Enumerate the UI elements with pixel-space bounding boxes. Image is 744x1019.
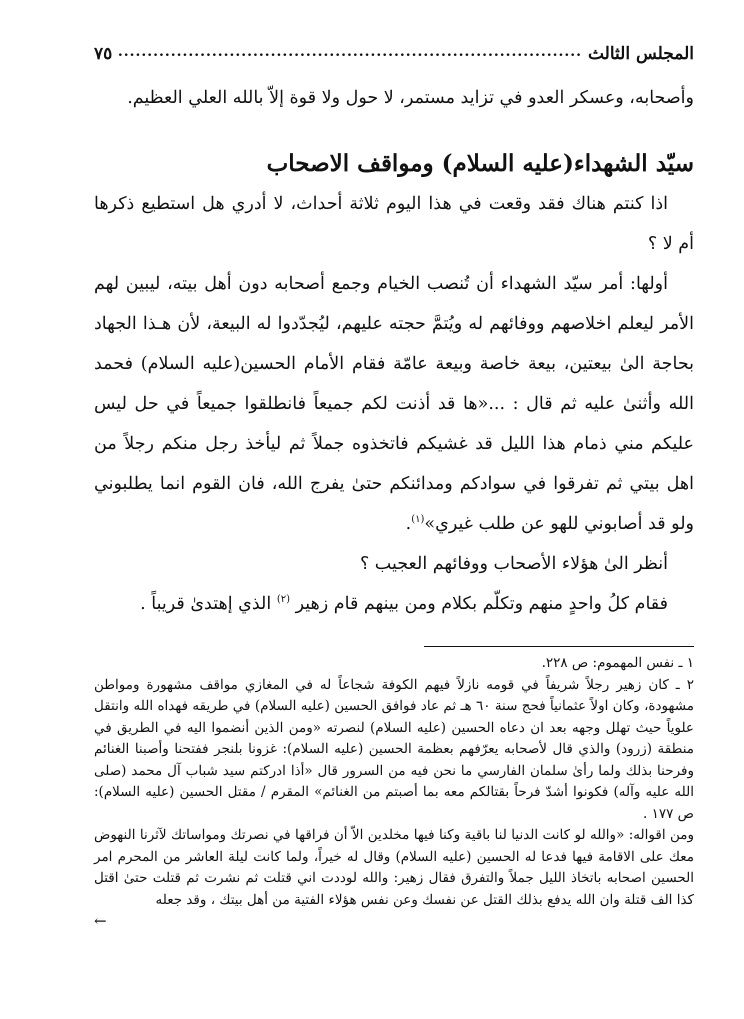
running-header (94, 22, 694, 64)
footnote-1: ١ ـ نفس المهموم: ص ٢٢٨. (541, 655, 694, 671)
page-number: ٧٥ (94, 44, 113, 64)
footnote-2: ٢ ـ كان زهير رجلاً شريفاً في قومه نازلاً فيهم الكوفة شجاعاً له في المغازي مواقف مشهورة ومواطن مشهودة، وكان اولاً عثمانياً فحج سنة ٦٠ هـ ثم عاد فوافق الحسين (عليه السلام) في طريقه فهداه الله وانتقل علوياً حيث تهلل وجهه بعد ان دعاه الحسين (عليه السلام) لنصرته «ومن الذين أنضموا اليه في الطريق في منطقة (زرود) والذي قال لأصحابه يعرّفهم بعظمة الحسين (عليه السلام): غزونا بلنجر ففتحنا وأصبنا الغنائم وفرحنا بذلك ولما رأىٰ سلمان الفارسي ما نحن فيه من السرور قال «أذا ادركتم سيد شباب آل محمد (صلى الله عليه وآله) فكونوا أشدّ فرحاً بقتالكم معه بما أصبتم من الغنائم» المقرم / مقتل الحسين (عليه السلام): ص ١٧٧ . (94, 676, 694, 822)
intro-paragraph: وأصحابه، وعسكر العدو في تزايد مستمر، لا حول ولا قوة إلاّ بالله العلي العظيم. (127, 88, 694, 108)
footnote-ref-1: (١) (411, 514, 425, 526)
paragraph-1: اذا كنتم هناك فقد وقعت في هذا اليوم ثلاثة أحداث، لا أدري هل استطيع ذكرها أم لا ؟ (94, 194, 694, 254)
paragraph-4 (94, 584, 694, 624)
paragraph-2-text: أولها: أمر سيّد الشهداء أن تُنصب الخيام وجمع أصحابه دون أهل بيته، ليبين لهم الأمر ليعلم اخلاصهم ووفائهم له ويُتمَّ حجته عليهم، ليُجدّدوا له البيعة، لأن هـذا الجهاد بحاجة الىٰ بيعتين، بيعة خاصة وبيعة عامّة فقام الأمام الحسين(عليه السلام) فحمد الله وأثنىٰ عليه ثم قال : ...«ها قد أذنت لكم جميعاً فانطلقوا جميعاً في حل ليس عليكم مني ذمام هذا الليل قد غشيكم فاتخذوه جملاً ثم ليأخذ رجل منكم رجلاً من اهل بيتي ثم تفرقوا في سوادكم ومدائنكم حتىٰ يفرج الله، فان القوم انما يطلبوني ولو قد أصابوني للهو عن طلب غيري» (94, 274, 694, 534)
footnotes (94, 653, 694, 930)
chapter-title: المجلس الثالث (587, 44, 694, 64)
section-heading: سيّد الشهداء(عليه السلام) ومواقف الاصحاب (266, 150, 694, 177)
book-page (94, 22, 694, 930)
continued-arrow-icon: ← (94, 912, 107, 930)
paragraph-4-text-a: فقام كلُ واحدٍ منهم وتكلّم بكلام ومن بينهم قام زهير (295, 594, 668, 614)
footnote-separator (424, 646, 694, 647)
main-text (94, 78, 694, 624)
paragraph-4-text-b: الذي إهتدىٰ قريباً . (140, 594, 272, 614)
footnote-2-continued: ومن اقواله: «والله لو كانت الدنيا لنا باقية وكنا فيها مخلدين الاّ أن فراقها في نصرتك ومواساتك لآثرنا النهوض معك على الاقامة فيها فدعا له الحسين (عليه السلام) وقال له خيراً، ولما كانت ليلة العاشر من المحرم امر الحسين اصحابه باتخاذ الليل جملاً والتفرق فقال زهير: والله لوددت اني قتلت ثم نشرت ثم قتلت حتىٰ اقتل كذا الف قتلة وان الله يدفع بذلك القتل عن نفسك وعن نفس هؤلاء الفتية من أهل بيتك ، وقد جعله (94, 827, 694, 908)
dot-leader (118, 44, 582, 60)
footnote-ref-2: (٢) (276, 594, 291, 606)
paragraph-2: أولها: أمر سيّد الشهداء أن تُنصب الخيام وجمع أصحابه دون أهل بيته، ليبين لهم الأمر ليعلم اخلاصهم ووفائهم له ويُتمَّ حجته عليهم، ليُجدّدوا له البيعة، لأن هـذا الجهاد بحاجة الىٰ بيعتين، بيعة خاصة وبيعة عامّة فقام الأمام الحسين(عليه السلام) فحمد الله وأثنىٰ عليه ثم قال : ...«ها قد أذنت لكم جميعاً فانطلقوا جميعاً في حل ليس عليكم مني ذمام هذا الليل قد غشيكم فاتخذوه جملاً ثم ليأخذ رجل منكم رجلاً من اهل بيتي ثم تفرقوا في سوادكم ومدائنكم حتىٰ يفرج الله، فان القوم انما يطلبوني ولو قد أصابوني للهو عن طلب غيري»$^{(١)}$. (94, 274, 694, 534)
paragraph-3: أنظر الىٰ هؤلاء الأصحاب ووفائهم العجيب ؟ (359, 554, 668, 574)
